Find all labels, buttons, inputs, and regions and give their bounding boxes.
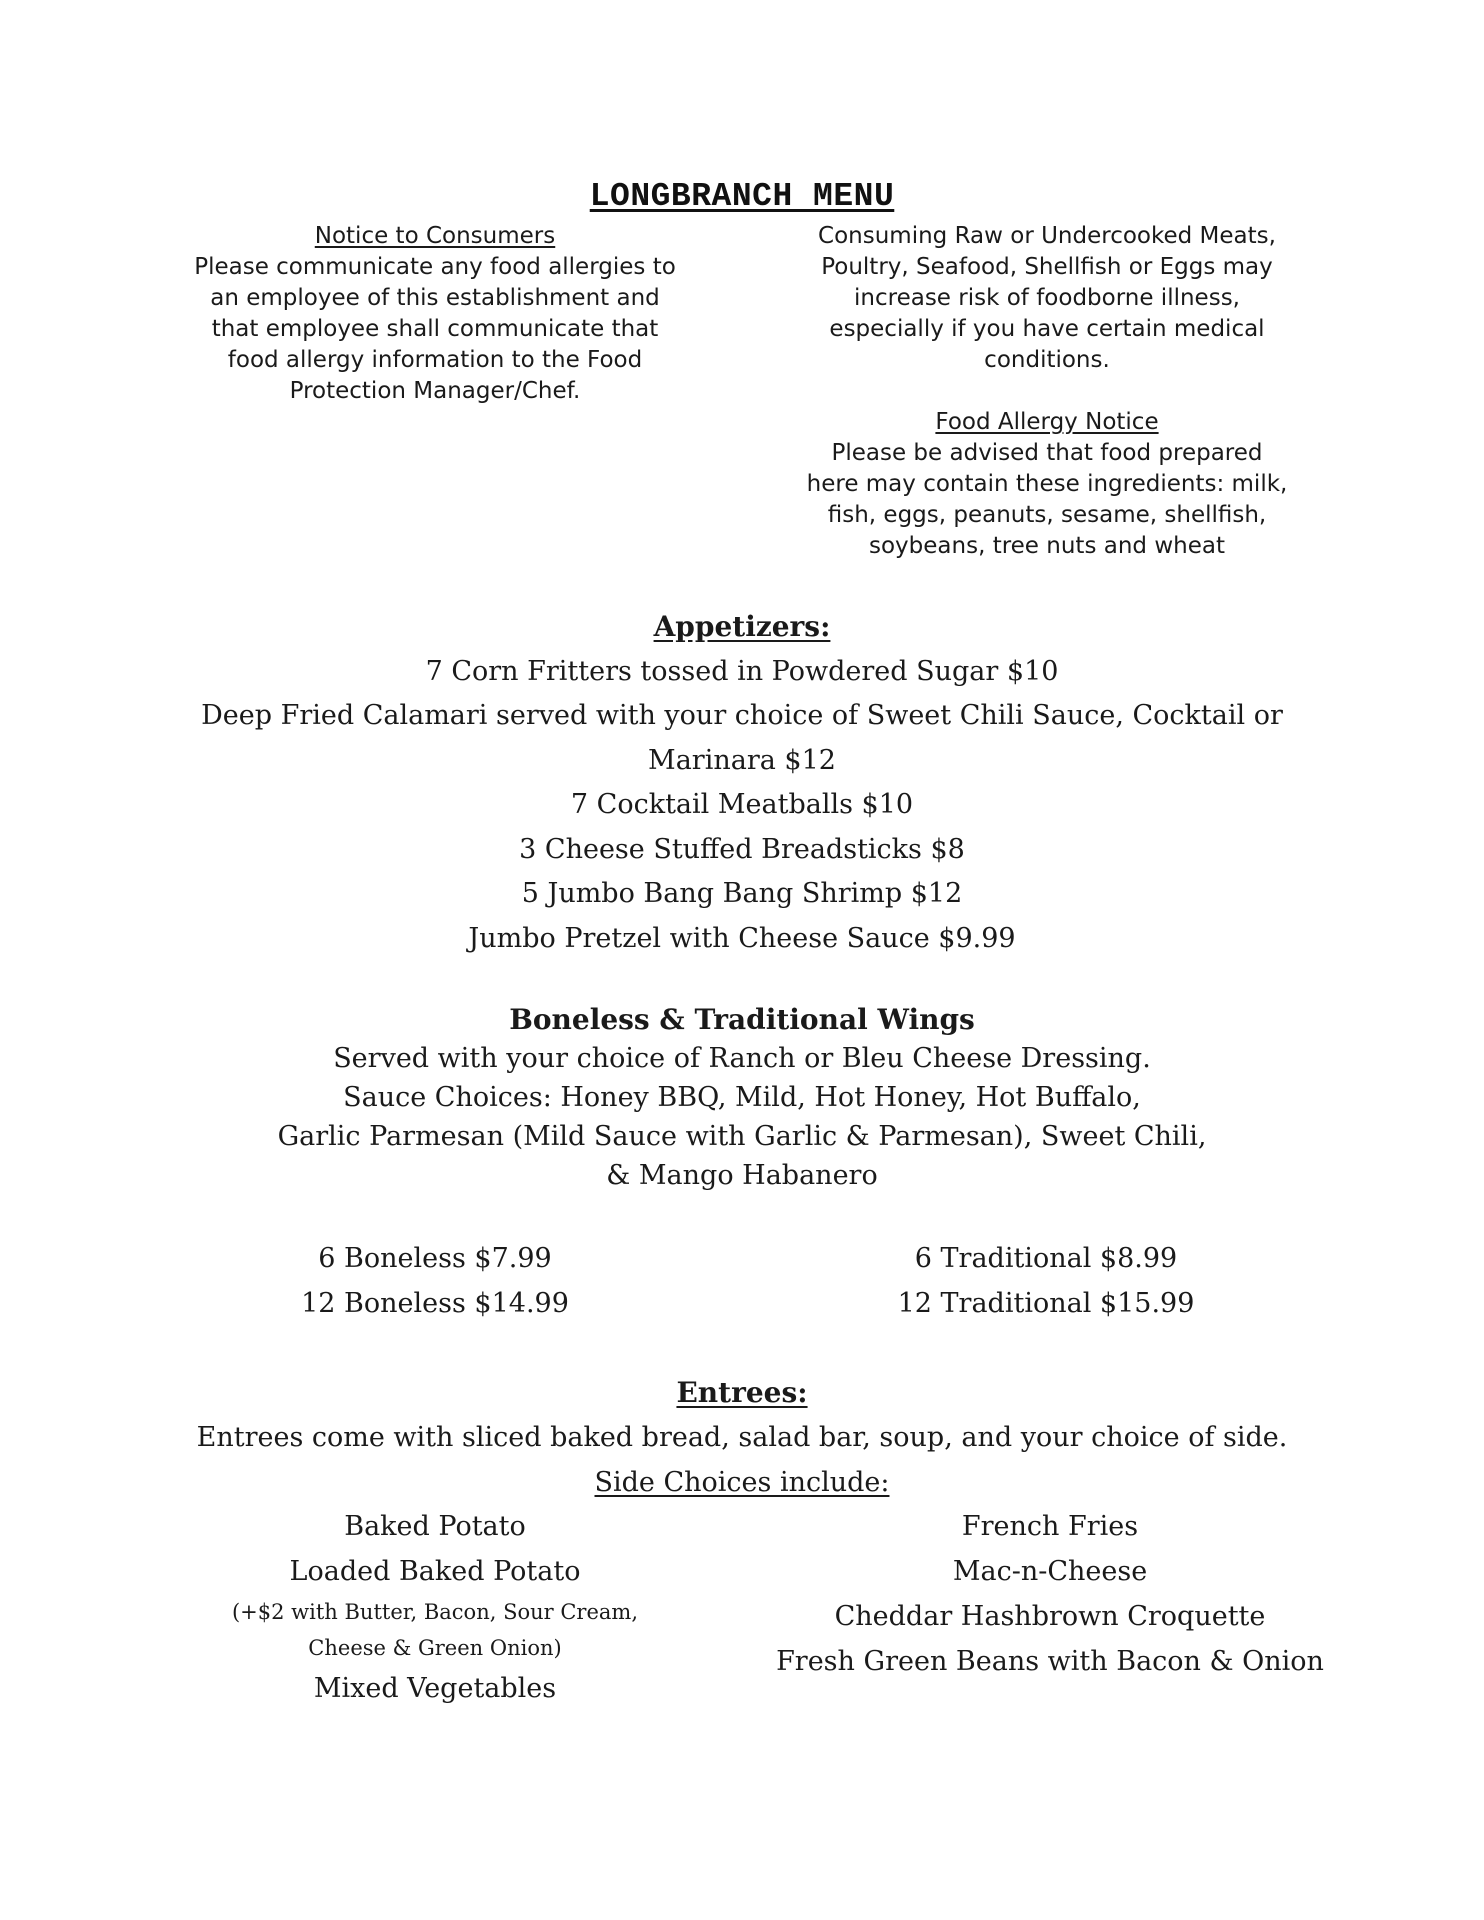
wings-line: & Mango Habanero — [606, 1160, 878, 1191]
appetizer-item: Deep Fried Calamari served with your choice of Sweet Chili Sauce, Cocktail or — [201, 700, 1283, 731]
side-item: Fresh Green Beans with Bacon & Onion — [776, 1646, 1324, 1677]
sides-right-column — [770, 1504, 1330, 1684]
notice-line: Please communicate any food allergies to — [194, 254, 676, 280]
notice-line: that employee shall communicate that — [211, 316, 659, 342]
sides-heading: Side Choices include: — [594, 1467, 890, 1498]
wings-line: Garlic Parmesan (Mild Sauce with Garlic & Parmesan), Sweet Chili, — [277, 1121, 1207, 1152]
appetizer-item: 7 Cocktail Meatballs $10 — [570, 789, 914, 820]
side-item: Mixed Vegetables — [313, 1673, 557, 1704]
side-note: Cheese & Green Onion) — [308, 1636, 562, 1660]
food-allergy-heading: Food Allergy Notice — [935, 409, 1159, 435]
side-item: Cheddar Hashbrown Croquette — [834, 1601, 1266, 1632]
warning-line: conditions. — [984, 347, 1110, 373]
side-item: Mac-n-Cheese — [952, 1556, 1148, 1587]
wings-line: Sauce Choices: Honey BBQ, Mild, Hot Honey, Hot Buffalo, — [343, 1082, 1141, 1113]
allergy-line: Please be advised that food prepared — [831, 440, 1263, 466]
appetizer-item: 7 Corn Fritters tossed in Powdered Sugar $10 — [425, 655, 1059, 687]
entrees-description: Entrees come with sliced baked bread, salad bar, soup, and your choice of side. — [196, 1422, 1288, 1453]
wings-line: Served with your choice of Ranch or Bleu Cheese Dressing. — [333, 1043, 1151, 1074]
boneless-price: 6 Boneless $7.99 — [318, 1243, 552, 1274]
boneless-price: 12 Boneless $14.99 — [301, 1288, 569, 1319]
appetizer-item: 3 Cheese Stuffed Breadsticks $8 — [519, 833, 965, 865]
wings-section — [0, 1000, 1484, 1195]
sides-left-column — [185, 1504, 685, 1711]
notice-line: an employee of this establishment and — [210, 285, 660, 311]
side-item: Baked Potato — [344, 1511, 526, 1542]
allergy-line: here may contain these ingredients: milk, — [806, 471, 1288, 497]
entrees-heading: Entrees: — [676, 1376, 808, 1409]
boneless-prices — [235, 1236, 635, 1326]
menu-title: LONGBRANCH MENU — [589, 178, 895, 215]
entrees-section — [0, 1370, 1484, 1505]
wings-heading: Boneless & Traditional Wings — [509, 1003, 975, 1036]
notice-line: Protection Manager/Chef. — [289, 378, 581, 404]
notice-to-consumers — [162, 221, 708, 407]
side-item: Loaded Baked Potato — [289, 1556, 581, 1587]
raw-food-warning — [774, 221, 1320, 562]
notice-consumers-heading: Notice to Consumers — [314, 223, 556, 249]
side-note: (+$2 with Butter, Bacon, Sour Cream, — [231, 1600, 638, 1624]
appetizer-item: 5 Jumbo Bang Bang Shrimp $12 — [521, 878, 963, 909]
warning-line: Consuming Raw or Undercooked Meats, — [818, 223, 1276, 249]
side-item: French Fries — [961, 1511, 1139, 1542]
traditional-prices — [846, 1236, 1246, 1326]
warning-line: Poultry, Seafood, Shellfish or Eggs may — [821, 254, 1273, 280]
appetizer-item: Jumbo Pretzel with Cheese Sauce $9.99 — [468, 922, 1016, 954]
allergy-line: fish, eggs, peanuts, sesame, shellfish, — [827, 502, 1267, 528]
notice-line: food allergy information to the Food — [227, 347, 643, 373]
traditional-price: 6 Traditional $8.99 — [914, 1243, 1178, 1274]
allergy-line: soybeans, tree nuts and wheat — [869, 533, 1225, 559]
appetizers-section — [0, 605, 1484, 961]
traditional-price: 12 Traditional $15.99 — [897, 1288, 1195, 1319]
appetizers-heading: Appetizers: — [653, 610, 831, 643]
warning-line: especially if you have certain medical — [829, 316, 1265, 342]
warning-line: increase risk of foodborne illness, — [854, 285, 1240, 311]
appetizer-item: Marinara $12 — [648, 744, 836, 776]
spacer — [774, 376, 1320, 407]
